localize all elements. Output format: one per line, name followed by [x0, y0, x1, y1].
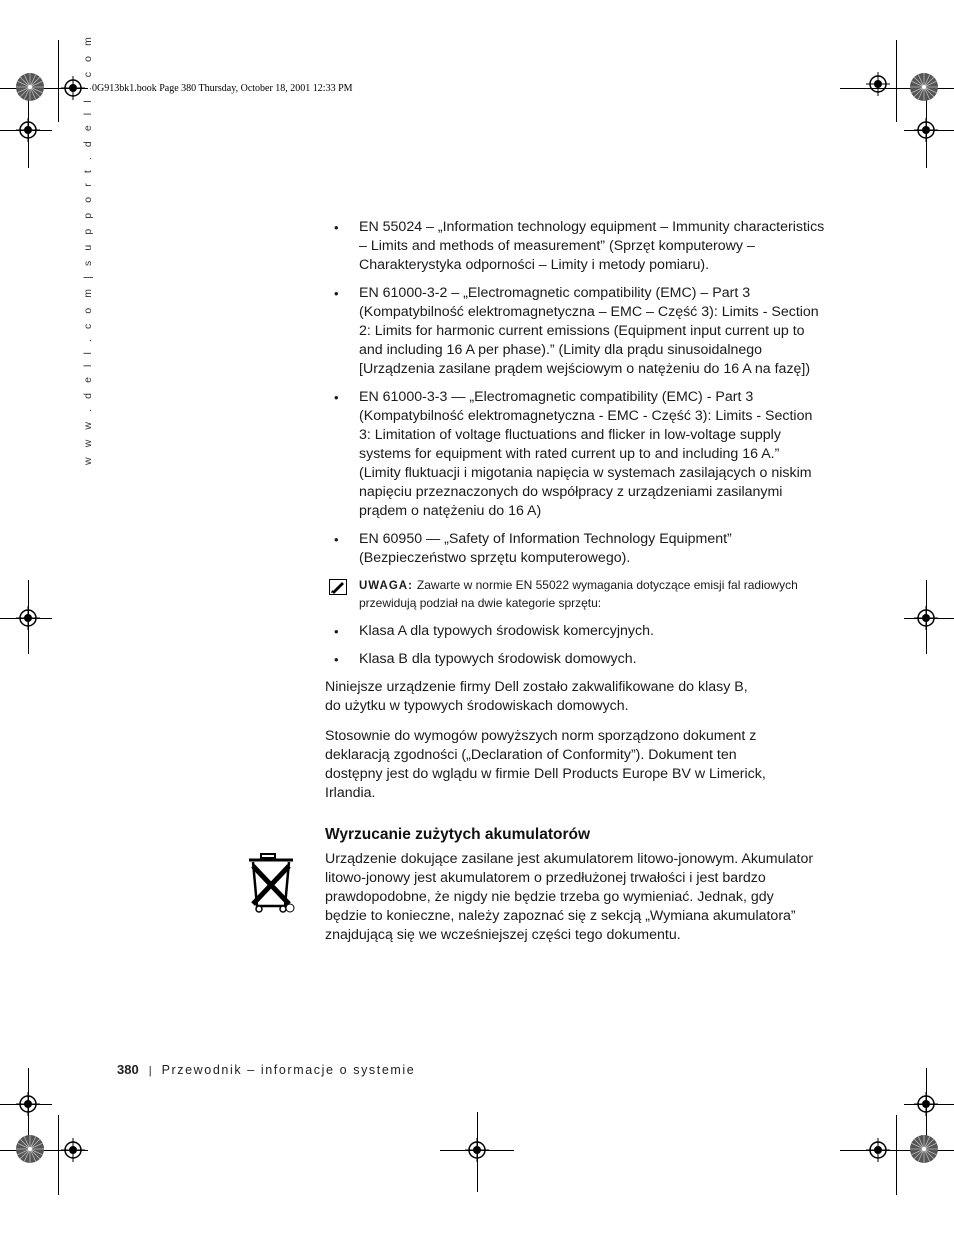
bullet-dot: •	[334, 390, 339, 405]
note-box	[325, 577, 825, 611]
list-item	[325, 650, 825, 669]
list-item	[325, 622, 825, 641]
registration-mark-icon	[61, 1138, 85, 1162]
list-item-text: Klasa B dla typowych środowisk domowych.	[359, 651, 637, 667]
bullet-dot: •	[334, 652, 339, 667]
crop-line	[896, 1115, 897, 1195]
registration-mark-icon	[16, 606, 40, 630]
starburst-target-icon	[909, 1134, 939, 1164]
declaration-paragraph: Stosownie do wymogów powyższych norm sporządzono dokument z deklaracją zgodności („Declaration of Conformity”). Dokument ten dostępny jest do wglądu w firmie Dell Products Europe BV w Limerick, Irlandia.	[325, 728, 766, 801]
qualification-paragraph: Niniejsze urządzenie firmy Dell zostało zakwalifikowane do klasy B, do użytku w typowych środowiskach domowych.	[325, 679, 748, 714]
book-info: 0G913bk1.book Page 380 Thursday, October 18, 2001 12:33 PM	[92, 83, 353, 94]
list-item	[325, 218, 825, 275]
bullet-dot: •	[334, 532, 339, 547]
registration-mark-icon	[16, 1092, 40, 1116]
footer-title: Przewodnik – informacje o systemie	[161, 1063, 416, 1077]
registration-mark-icon	[866, 72, 890, 96]
bullet-dot: •	[334, 220, 339, 235]
crop-line	[58, 40, 59, 122]
main-content	[325, 218, 825, 956]
section-heading: Wyrzucanie zużytych akumulatorów	[325, 826, 590, 843]
bullet-dot: •	[334, 286, 339, 301]
battery-paragraph: Urządzenie dokujące zasilane jest akumulatorem litowo-jonowym. Akumulator litowo-jonowy jest akumulatorem o przedłużonej trwałości i jest bardzo prawdopodobne, że nigdy nie będzie trzeba go wymieniać. Jednak, gdy będzie to konieczne, należy zapoznać się z sekcją „Wymiana akumulatora” znajdującą się we wcześniejszej części tego dokumentu.	[325, 851, 814, 943]
list-item-text: EN 55024 – „Information technology equipment – Immunity characteristics – Limits and methods of measurement” (Sprzęt komputerowy – Charakterystyka odporności – Limity i metody pomiaru).	[359, 219, 825, 273]
page-footer	[117, 1062, 415, 1077]
list-item-text: EN 60950 — „Safety of Information Technology Equipment” (Bezpieczeństwo sprzętu komputerowego).	[359, 531, 732, 566]
crossed-bin-icon	[245, 852, 297, 914]
bullet-dot: •	[334, 624, 339, 639]
starburst-target-icon	[15, 1134, 45, 1164]
registration-mark-icon	[914, 1092, 938, 1116]
note-label: UWAGA:	[359, 580, 413, 592]
list-item	[325, 284, 825, 379]
page-number: 380	[117, 1062, 139, 1077]
list-item	[325, 530, 825, 568]
note-text: Zawarte w normie EN 55022 wymagania dotyczące emisji fal radiowych przewidują podział na dwie kategorie sprzętu:	[359, 578, 798, 610]
list-item-text: Klasa A dla typowych środowisk komercyjnych.	[359, 623, 654, 639]
crop-line	[58, 1115, 59, 1195]
list-item-text: EN 61000-3-2 – „Electromagnetic compatibility (EMC) – Part 3 (Kompatybilność elektromagnetyczna – EMC – Część 3): Limits - Section 2: Limits for harmonic current emissions (Equipment input current up to and including 16 A per phase).” (Limity dla prądu sinusoidalnego [Urządzenia zasilane prądem wejściowym o natężeniu do 16 A na fazę])	[359, 285, 819, 377]
registration-mark-icon	[914, 606, 938, 630]
registration-mark-icon	[465, 1138, 489, 1162]
list-item	[325, 388, 825, 521]
footer-separator: |	[148, 1065, 152, 1077]
starburst-target-icon	[909, 72, 939, 102]
crop-line	[896, 40, 897, 122]
starburst-target-icon	[15, 72, 45, 102]
registration-mark-icon	[914, 118, 938, 142]
battery-disposal-block	[325, 850, 815, 945]
list-item-text: EN 61000-3-3 — „Electromagnetic compatibility (EMC) - Part 3 (Kompatybilność elektromagnetyczna - EMC - Część 3): Limits - Section 3: Limitation of voltage fluctuations and flicker in low-voltage supply systems for equipment with rated current up to and including 16 A.” (Limity fluktuacji i migotania napięcia w systemach zasilających o niskim napięciu przeznaczonych do współpracy z urządzeniami zasilanymi prądem o natężeniu do 16 A)	[359, 389, 813, 519]
registration-mark-icon	[866, 1138, 890, 1162]
registration-mark-icon	[16, 118, 40, 142]
side-url: w w w . d e l l . c o m | s u p p o r t . d e l l . c o m	[82, 33, 94, 465]
pencil-note-icon	[329, 579, 347, 595]
